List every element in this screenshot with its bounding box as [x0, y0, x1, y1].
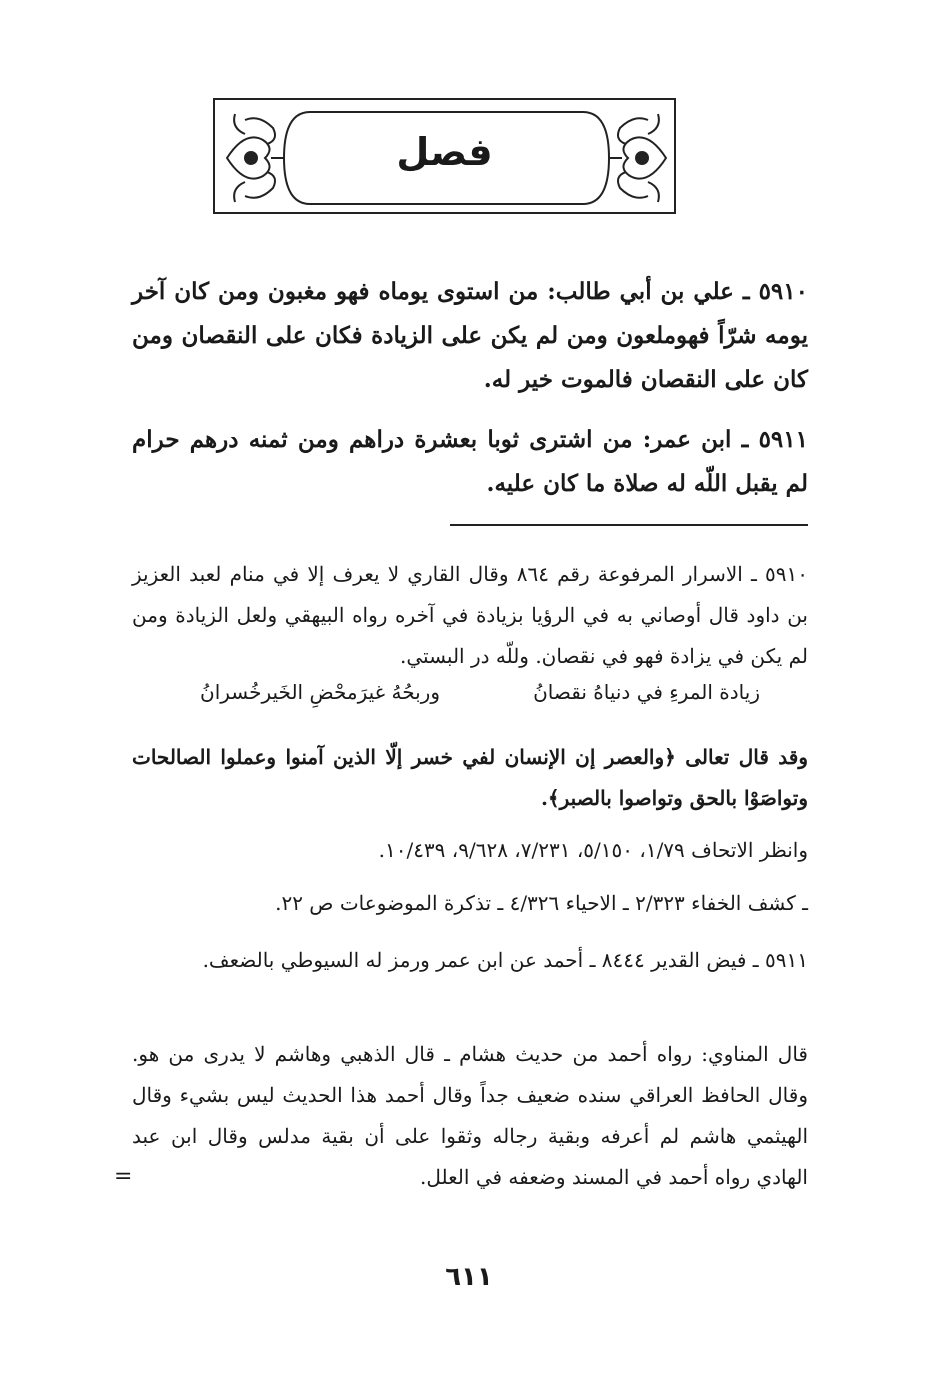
page-number: ٦١١: [445, 1262, 493, 1292]
verse-first-hemistich: زيادة المرءِ في دنياهُ نقصانُ: [533, 680, 760, 704]
entry-author: ابن عمر:: [642, 426, 732, 453]
entry-text: من استوى يوماه فهو مغبون ومن كان آخر يومه شرّاً فهوملعون ومن لم يكن على الزيادة فكان على النقصان ومن كان على النقصان فالموت خير له.: [132, 278, 808, 393]
heading-frame: [213, 98, 676, 214]
reference-kashf: ـ كشف الخفاء ٢/٣٢٣ ـ الاحياء ٤/٣٢٦ ـ تذكرة الموضوعات ص ٢٢.: [275, 891, 808, 915]
continuation-mark: =: [114, 1164, 133, 1189]
entry-number: ٥٩١١: [758, 426, 808, 453]
poem-verse: [200, 680, 760, 720]
footnote-5911: ٥٩١١ ـ فيض القدير ٨٤٤٤ ـ أحمد عن ابن عمر ورمز له السيوطي بالضعف.: [202, 948, 808, 972]
entry-5910: ٥٩١٠ ـ علي بن أبي طالب: من استوى يوماه فهو مغبون ومن كان آخر يومه شرّاً فهوملعون ومن لم يكن على الزيادة فكان على النقصان ومن كان على النقصان فالموت خير له.: [132, 278, 808, 393]
quran-quote: وقد قال تعالى ﴿والعصر إن الإنسان لفي خسر إلّا الذين آمنوا وعملوا الصالحات وتواصَوْا بالحق وتواصوا بالصبر﴾.: [132, 745, 808, 810]
footnote-separator: [450, 524, 808, 526]
entry-author: علي بن أبي طالب:: [547, 278, 734, 305]
verse-second-hemistich: وربحُهُ غيرَمحْضِ الخَيرخُسرانُ: [200, 680, 440, 704]
section-heading: فصل: [396, 130, 493, 174]
entry-number: ٥٩١٠: [758, 278, 808, 305]
reference-ithaf: وانظر الاتحاف ١/٧٩، ٥/١٥٠، ٧/٢٣١، ٩/٦٢٨، ١٠/٤٣٩.: [378, 838, 808, 862]
entry-5911: ٥٩١١ ـ ابن عمر: من اشترى ثوبا بعشرة دراهم ومن ثمنه درهم حرام لم يقبل اللّه له صلاة ما كان عليه.: [132, 426, 808, 497]
footnote-5910: ٥٩١٠ ـ الاسرار المرفوعة رقم ٨٦٤ وقال القاري لا يعرف إلا في منام لعبد العزيز بن داود قال أوصاني به في الرؤيا بزيادة في آخره رواه البيهقي ولعل الزيادة ومن لم يكن في يزادة فهو في نقصان. وللّه در البستي.: [132, 562, 808, 668]
entry-text: من اشترى ثوبا بعشرة دراهم ومن ثمنه درهم حرام لم يقبل اللّه له صلاة ما كان عليه.: [132, 426, 808, 497]
footnote-munawi: قال المناوي: رواه أحمد من حديث هشام ـ قال الذهبي وهاشم لا يدرى من هو. وقال الحافظ العراقي سنده ضعيف جداً وقال أحمد هذا الحديث ليس بشيء وقال الهيثمي هاشم لم أعرفه وبقية رجاله وثقوا على أن بقية مدلس وقال ابن عبد الهادي رواه أحمد في المسند وضعفه في العلل.: [132, 1042, 808, 1189]
